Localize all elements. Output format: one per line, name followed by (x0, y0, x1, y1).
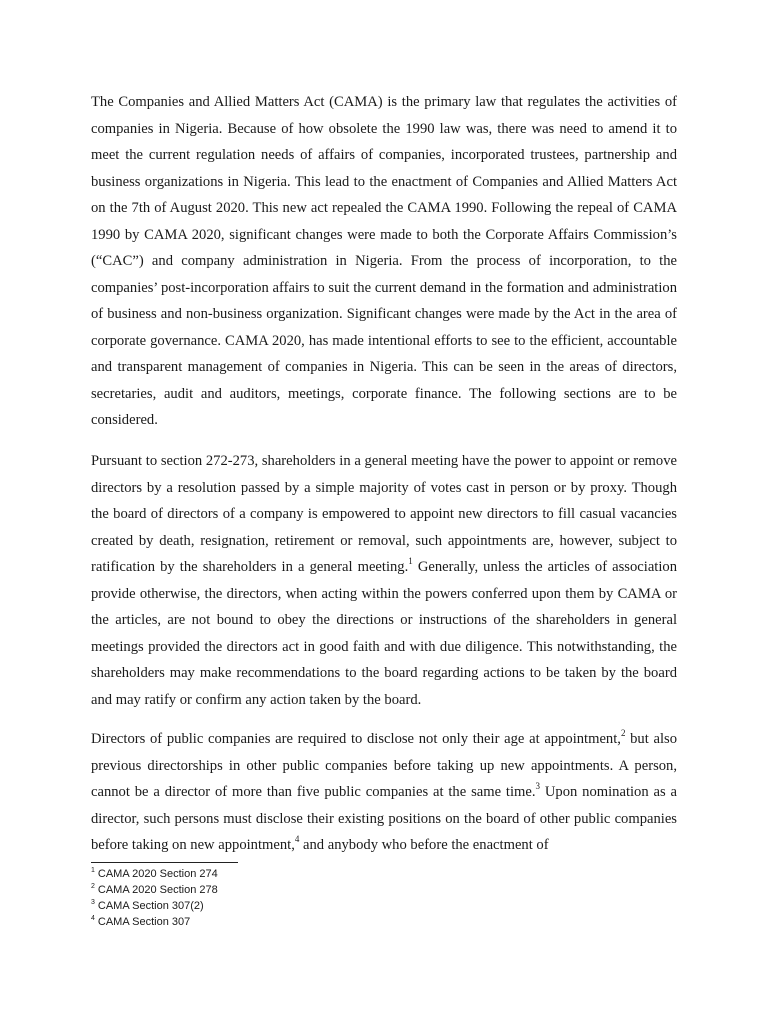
paragraph-text: Upon nomination as a director, such persons must disclose their existing positions on the board of other public companies before taking on new appointment, (91, 784, 678, 853)
paragraph-text: Directors of public companies are required to disclose not only their age at appointment, (91, 731, 621, 747)
paragraph-appointment-of-directors (91, 448, 677, 713)
footnote-reference[interactable]: 4 (294, 834, 300, 845)
paragraph-cama-introduction (91, 89, 677, 434)
paragraph-text: and anybody who before the enactment of (299, 837, 549, 853)
footnote-text: CAMA Section 307(2) (97, 900, 204, 912)
paragraph-text: The Companies and Allied Matters Act (CAMA) is the primary law that regulates the activities of companies in Nigeria. Because of how obsolete the 1990 law was, there was need to amend it to meet the current regulation needs of affairs of companies, incorporated trustees, partnership and business organizations in Nigeria. This lead to the enactment of Companies and Allied Matters Act on the 7th of August 2020. This new act repealed the CAMA 1990. Following the repeal of CAMA 1990 by CAMA 2020, significant changes were made to both the Corporate Affairs Commission’s (“CAC”) and company administration in Nigeria. From the process of incorporation, to the companies’ post-incorporation affairs to suit the current demand in the formation and administration of business and non-business organization. Significant changes were made by the Act in the area of corporate governance. CAMA 2020, has made intentional efforts to see to the efficient, accountable and transparent management of companies in Nigeria. This can be seen in the areas of directors, secretaries, audit and auditors, meetings, corporate finance. The following sections are to be considered. (91, 94, 677, 428)
footnote-text: CAMA Section 307 (97, 916, 191, 928)
footnote (91, 866, 491, 882)
paragraph-text: Pursuant to section 272-273, shareholders in a general meeting have the power to appoint or remove directors by a resolution passed by a simple majority of votes cast in person or by proxy. Though the board of directors of a company is empowered to appoint new directors to fill casual vacancies created by death, resignation, retirement or removal, such appointments are, however, subject to ratification by the shareholders in a general meeting. (91, 453, 677, 575)
footnote (91, 914, 491, 930)
footnote (91, 882, 491, 898)
footnote-number: 1 (91, 867, 95, 875)
footnote-separator (91, 862, 238, 863)
footnote-reference[interactable]: 1 (408, 556, 413, 567)
footnote-text: CAMA 2020 Section 278 (97, 884, 218, 896)
footnote-text: CAMA 2020 Section 274 (97, 868, 218, 880)
footnote-number: 3 (91, 899, 95, 907)
paragraph-text: but also previous directorships in other public companies before taking up new appointments. A person, cannot be a director of more than five public companies at the same time. (91, 731, 677, 800)
footnote-reference[interactable]: 3 (535, 781, 541, 792)
footnote-number: 2 (91, 883, 95, 891)
footnote-reference[interactable]: 2 (620, 728, 626, 739)
footnote-number: 4 (91, 915, 95, 923)
paragraph-text: Generally, unless the articles of association provide otherwise, the directors, when acting within the powers conferred upon them by CAMA or the articles, are not bound to obey the directions or instructions of the shareholders in general meetings provided the directors act in good faith and with due diligence. This notwithstanding, the shareholders may make recommendations to the board regarding actions to be taken by the board and may ratify or confirm any action taken by the board. (91, 559, 677, 708)
paragraph-public-company-directors (91, 726, 677, 859)
footnotes (91, 866, 491, 930)
footnote (91, 898, 491, 914)
